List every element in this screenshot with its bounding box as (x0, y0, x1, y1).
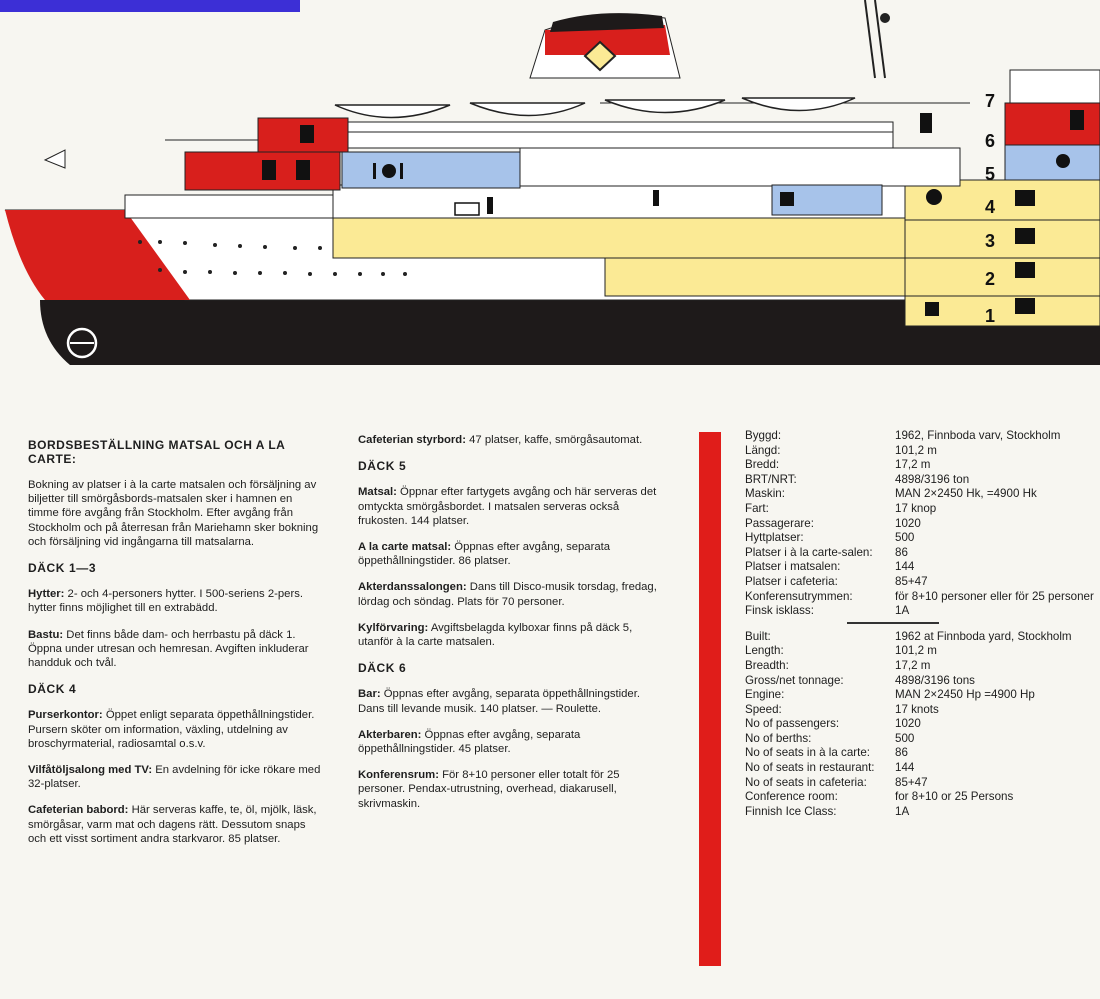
spec-value: 17,2 m (895, 658, 931, 672)
spec-label: Konferensutrymmen: (745, 589, 853, 603)
spec-value: 85+47 (895, 775, 928, 789)
matsal-paragraph: Matsal: Öppnar efter fartygets avgång och här serveras det omtyckta smörgåsbordet. I matsalen serveras också frukosten. 144 platser. (358, 486, 657, 527)
spec-label: Bredd: (745, 458, 780, 472)
spec-value: MAN 2×2450 Hp =4900 Hp (895, 688, 1035, 702)
spec-value: 500 (895, 731, 915, 745)
deck-4-heading: DÄCK 4 (28, 682, 77, 697)
spec-label: No of passengers: (745, 717, 840, 731)
spec-row (745, 590, 1095, 605)
spec-row (745, 732, 1095, 747)
spec-value: for 8+10 or 25 Persons (895, 790, 1014, 804)
spec-row (745, 458, 1095, 473)
info-icon (926, 189, 942, 205)
restaurant-icon (382, 164, 396, 178)
seat-icon (653, 190, 659, 206)
spec-row (745, 790, 1095, 805)
cabin-icon-4 (1015, 190, 1035, 206)
spec-value: 86 (895, 746, 908, 760)
spec-label: Passagerare: (745, 516, 814, 530)
spec-row (745, 688, 1095, 703)
spec-row (745, 502, 1095, 517)
booking-heading: BORDSBESTÄLLNING MATSAL OCH A LA CARTE: (28, 438, 285, 466)
spec-value: 1020 (895, 717, 921, 731)
spec-row (745, 546, 1095, 561)
bar-icon-aft (1070, 110, 1084, 130)
bar-paragraph: Bar: Öppnas efter avgång, separata öppethållningstider. Dans till levande musik. 140 platser. — Roulette. (358, 688, 640, 715)
specs-english (745, 630, 1095, 820)
cafeteria-icon (780, 192, 794, 206)
spec-label: BRT/NRT: (745, 472, 797, 486)
spec-row (745, 761, 1095, 776)
cafeteria-styrbord-paragraph: Cafeterian styrbord: 47 platser, kaffe, smörgåsautomat. (358, 434, 643, 446)
spec-label: Speed: (745, 702, 782, 716)
specs-separator (847, 622, 939, 624)
deck-number-3: 3 (985, 231, 996, 251)
spec-value: 1962, Finnboda varv, Stockholm (895, 429, 1061, 442)
a-la-carte-paragraph: A la carte matsal: Öppnas efter avgång, separata öppethållningstider. 86 platser. (358, 541, 611, 568)
spec-value: 144 (895, 560, 915, 574)
spec-row (745, 487, 1095, 502)
spec-label: Byggd: (745, 429, 782, 442)
spec-label: Hyttplatser: (745, 531, 804, 545)
akterbaren-paragraph: Akterbaren: Öppnas efter avgång, separata öppethållningstider. 45 platser. (358, 728, 581, 756)
spec-value: 86 (895, 545, 908, 559)
spec-value: 101,2 m (895, 443, 937, 457)
spec-row (745, 746, 1095, 761)
spec-label: No of seats in à la carte: (745, 746, 871, 760)
restaurant-icon-aft (1056, 154, 1070, 168)
hytter-paragraph: Hytter: 2- och 4-personers hytter. I 500-seriens 2-pers. hytter finns möjlighet till en extrabädd. (28, 588, 304, 615)
spec-label: Platser i à la carte-salen: (745, 545, 873, 559)
cabin-icon-3 (1015, 228, 1035, 244)
fork-icon (373, 163, 376, 179)
spec-row (745, 717, 1095, 732)
spec-value: 144 (895, 761, 915, 775)
deck-number-7: 7 (985, 91, 996, 111)
spec-value: 1962 at Finnboda yard, Stockholm (895, 629, 1072, 643)
ship-cross-section (0, 0, 1100, 380)
spec-label: Längd: (745, 443, 781, 457)
spec-row (745, 517, 1095, 532)
spec-value: 17,2 m (895, 458, 931, 472)
red-divider-bar (699, 432, 721, 966)
purser-paragraph: Purserkontor: Öppet enligt separata öppethållningstider. Pursern sköter om information, växling, utdelning av broschyrmaterial, radiosamtal o.s.v. (28, 709, 315, 750)
spec-label: Finnish Ice Class: (745, 804, 837, 818)
spec-row (745, 703, 1095, 718)
spec-value: MAN 2×2450 Hk, =4900 Hk (895, 487, 1037, 501)
spec-value: 101,2 m (895, 644, 937, 658)
spec-label: No of seats in restaurant: (745, 761, 875, 775)
spec-row (745, 776, 1095, 791)
spec-row (745, 560, 1095, 575)
bar-icon (300, 125, 314, 143)
kylforvaring-paragraph: Kylförvaring: Avgiftsbelagda kylboxar finns på däck 5, utanför à la carte matsalen. (358, 621, 633, 649)
deck-1-3-heading: DÄCK 1—3 (28, 561, 97, 576)
spec-label: Breadth: (745, 658, 789, 672)
spec-label: Platser i matsalen: (745, 560, 841, 574)
spec-row (745, 659, 1095, 674)
bastu-paragraph: Bastu: Det finns både dam- och herrbastu på däck 1. Öppna under utresan och hemresan. Avgiften inkluderar handduk och tvål. (28, 628, 309, 670)
cabin-icon-2 (1015, 262, 1035, 278)
spec-row (745, 630, 1095, 645)
deck-5-heading: DÄCK 5 (358, 459, 407, 474)
spec-row (745, 575, 1095, 590)
spec-row (745, 644, 1095, 659)
spec-row (745, 429, 1095, 444)
spec-row (745, 531, 1095, 546)
spec-value: 17 knop (895, 501, 937, 515)
deck-number-1: 1 (985, 306, 996, 326)
spec-row (745, 604, 1095, 619)
knife-icon (400, 163, 403, 179)
spec-value: 4898/3196 ton (895, 472, 970, 486)
spec-value: 1A (895, 604, 910, 618)
spec-value: för 8+10 personer eller för 25 personer (895, 589, 1094, 603)
spec-row (745, 805, 1095, 820)
vilfatolj-paragraph: Vilfåtöljsalong med TV: En avdelning för icke rökare med 32-platser. (28, 764, 321, 791)
column-booking-decks-1-4 (28, 438, 326, 858)
toilet-icon (920, 113, 932, 133)
cafeteria-babord-paragraph: Cafeterian babord: Här serveras kaffe, te, öl, mjölk, läsk, smörgåsar, varm mat och dagens rätt. Dessutom snaps och ett visst sortiment andra starkvaror. 85 platser. (28, 804, 317, 845)
spec-label: Maskin: (745, 487, 785, 501)
dance-icon (262, 160, 276, 180)
konferensrum-paragraph: Konferensrum: För 8+10 personer eller totalt för 25 personer. Pendax-utrustning, overhead, diakarusell, skrivmaskin. (358, 769, 620, 810)
akterdanssalongen-paragraph: Akterdanssalongen: Dans till Disco-musik torsdag, fredag, lördag och söndag. Plats för 70 personer. (358, 581, 657, 608)
spec-value: 17 knots (895, 702, 939, 716)
booking-intro: Bokning av platser i à la carte matsalen och försäljning av biljetter till smörgåsbords-matsalen sker i hamnen en timme före avgång från Stockholm. Efter avgång från Stockholm och på återresan från Mariehamn sker bokning och försäljning vid ingångarna till matsalarna. (28, 479, 319, 548)
sauna-icon (925, 302, 939, 316)
deck-number-5: 5 (985, 164, 996, 184)
spec-label: Platser i cafeteria: (745, 574, 838, 588)
specs-swedish (745, 429, 1095, 619)
spec-label: Fart: (745, 501, 769, 515)
spec-value: 85+47 (895, 574, 928, 588)
deck-6-heading: DÄCK 6 (358, 661, 407, 676)
spec-row (745, 473, 1095, 488)
spec-row (745, 444, 1095, 459)
spec-label: Built: (745, 629, 771, 643)
spec-label: No of berths: (745, 731, 812, 745)
bottle-icon (487, 197, 493, 214)
cabin-icon-1 (1015, 298, 1035, 314)
spec-label: Engine: (745, 688, 785, 702)
spec-value: 1A (895, 804, 910, 818)
ship-specifications (745, 429, 1095, 819)
spec-label: No of seats in cafeteria: (745, 775, 867, 789)
spec-label: Finsk isklass: (745, 604, 814, 618)
deck-number-6: 6 (985, 131, 996, 151)
column-decks-5-6 (358, 433, 660, 823)
deck-number-4: 4 (985, 197, 996, 217)
spec-label: Length: (745, 644, 784, 658)
spec-label: Conference room: (745, 790, 838, 804)
spec-value: 1020 (895, 516, 921, 530)
bar-icon-2 (296, 160, 310, 180)
spec-value: 500 (895, 531, 915, 545)
deck-number-2: 2 (985, 269, 996, 289)
spec-label: Gross/net tonnage: (745, 673, 844, 687)
spec-value: 4898/3196 tons (895, 673, 975, 687)
spec-row (745, 674, 1095, 689)
